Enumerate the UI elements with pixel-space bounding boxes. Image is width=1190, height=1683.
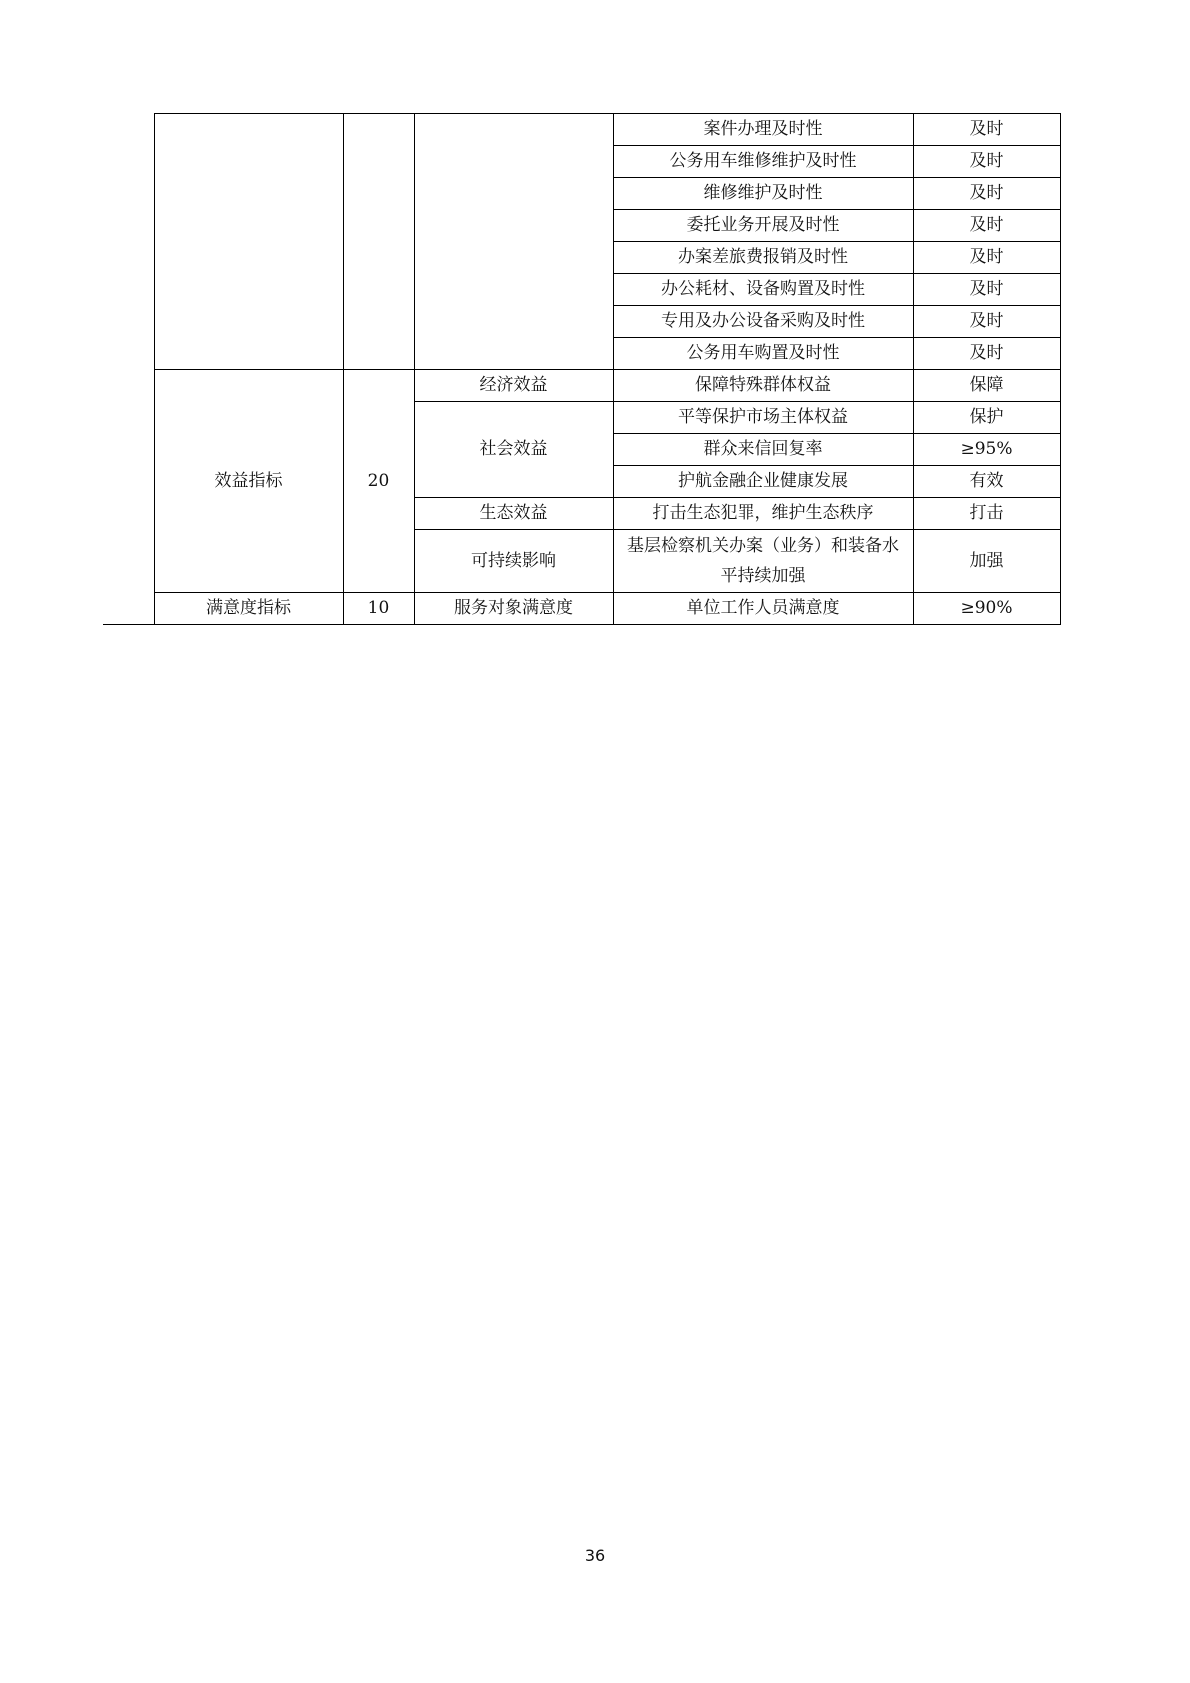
score-cell-satisfaction: 10 <box>343 593 414 625</box>
indicator-cell: 办案差旅费报销及时性 <box>613 242 913 274</box>
subcategory-cell: 生态效益 <box>414 498 613 530</box>
value-cell: 及时 <box>913 114 1060 146</box>
table-row <box>103 370 1060 402</box>
value-cell: 及时 <box>913 306 1060 338</box>
indicator-cell: 护航金融企业健康发展 <box>613 466 913 498</box>
indicator-cell: 群众来信回复率 <box>613 434 913 466</box>
table-row <box>103 114 1060 146</box>
indicator-cell: 维修维护及时性 <box>613 178 913 210</box>
subcategory-cell: 社会效益 <box>414 402 613 498</box>
outer-category-cell <box>103 114 154 625</box>
indicator-cell: 委托业务开展及时性 <box>613 210 913 242</box>
value-cell: ≥90% <box>913 593 1060 625</box>
value-cell: 及时 <box>913 274 1060 306</box>
indicator-cell: 打击生态犯罪，维护生态秩序 <box>613 498 913 530</box>
indicator-cell: 案件办理及时性 <box>613 114 913 146</box>
value-cell: 及时 <box>913 242 1060 274</box>
subcategory-cell: 可持续影响 <box>414 530 613 593</box>
value-cell: 保障 <box>913 370 1060 402</box>
score-cell-benefit: 20 <box>343 370 414 593</box>
value-cell: 及时 <box>913 338 1060 370</box>
indicator-cell: 保障特殊群体权益 <box>613 370 913 402</box>
value-cell: 保护 <box>913 402 1060 434</box>
value-cell: 及时 <box>913 210 1060 242</box>
value-cell: 加强 <box>913 530 1060 593</box>
value-cell: 及时 <box>913 178 1060 210</box>
subcategory-cell: 服务对象满意度 <box>414 593 613 625</box>
indicator-cell: 办公耗材、设备购置及时性 <box>613 274 913 306</box>
performance-table-wrapper <box>103 113 1060 625</box>
performance-indicator-table <box>103 113 1061 625</box>
page-number: 36 <box>584 1546 606 1565</box>
table-row <box>103 593 1060 625</box>
score-cell-empty <box>343 114 414 370</box>
value-cell: 打击 <box>913 498 1060 530</box>
indicator-cell: 公务用车维修维护及时性 <box>613 146 913 178</box>
category-cell-empty <box>154 114 343 370</box>
value-cell: 有效 <box>913 466 1060 498</box>
category-cell-benefit: 效益指标 <box>154 370 343 593</box>
value-cell: 及时 <box>913 146 1060 178</box>
category-cell-satisfaction: 满意度指标 <box>154 593 343 625</box>
indicator-cell: 公务用车购置及时性 <box>613 338 913 370</box>
indicator-cell: 单位工作人员满意度 <box>613 593 913 625</box>
subcategory-cell: 经济效益 <box>414 370 613 402</box>
indicator-cell: 专用及办公设备采购及时性 <box>613 306 913 338</box>
indicator-cell: 平等保护市场主体权益 <box>613 402 913 434</box>
subcategory-cell-empty <box>414 114 613 370</box>
indicator-cell: 基层检察机关办案（业务）和装备水平持续加强 <box>613 530 913 593</box>
value-cell: ≥95% <box>913 434 1060 466</box>
